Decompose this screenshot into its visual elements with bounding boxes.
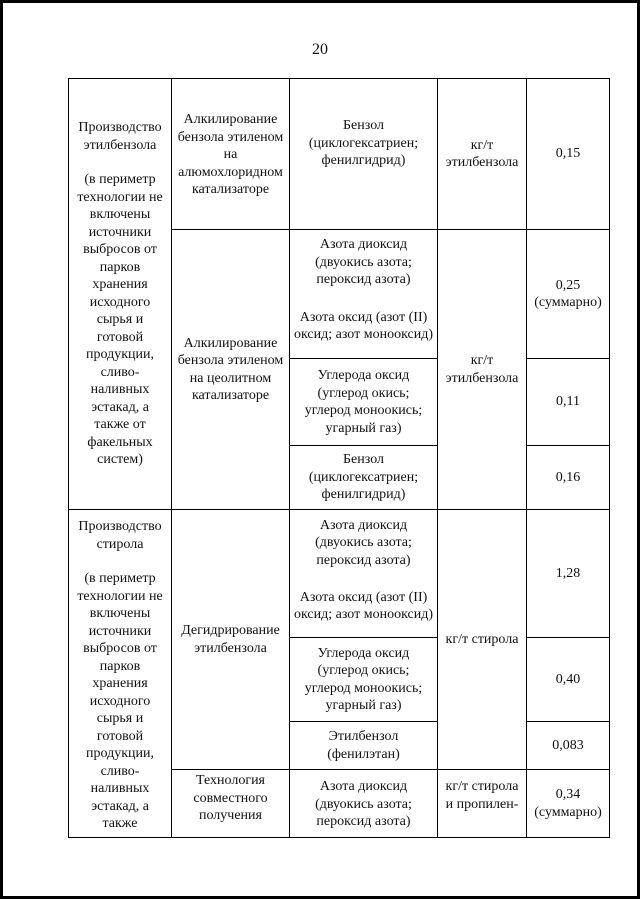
value-cell: 0,40 xyxy=(527,638,610,722)
scan-border-top xyxy=(0,0,640,3)
value-cell: 0,34 (суммарно) xyxy=(527,770,610,838)
value-cell: 0,11 xyxy=(527,359,610,446)
process-cell-styrene xyxy=(69,510,172,838)
substance-cell: Азота диоксид (двуокись азота; пероксид азота) xyxy=(290,770,438,838)
value-cell: 0,15 xyxy=(527,79,610,230)
process-note: (в периметр технологии не включены источники выбросов от парков хранения исходного сырья и готовой продукции, сливо-наливных эстакад, а также xyxy=(77,571,163,831)
substance-cell: Бензол (циклогексатриен; фенилгидрид) xyxy=(290,79,438,230)
process-cell-ethylbenzene xyxy=(69,79,172,510)
value-cell: 0,16 xyxy=(527,446,610,510)
technology-cell: Дегидрирование этилбензола xyxy=(172,510,290,770)
substance-cell: Углерода оксид (углерод окись; углерод моноокись; угарный газ) xyxy=(290,359,438,446)
process-note: (в периметр технологии не включены источники выбросов от парков хранения исходного сырья и готовой продукции, сливо-наливных эстакад, а также от факельных систем) xyxy=(77,172,163,468)
substance-cell: Азота оксид (азот (II) оксид; азот монооксид) xyxy=(290,295,438,359)
emissions-table xyxy=(68,78,610,838)
substance-cell: Бензол (циклогексатриен; фенилгидрид) xyxy=(290,446,438,510)
value-cell: 0,25 (суммарно) xyxy=(527,230,610,359)
substance-cell: Углерода оксид (углерод окись; углерод моноокись; угарный газ) xyxy=(290,638,438,722)
unit-cell: кг/т этилбензола xyxy=(438,230,527,510)
scan-border-left xyxy=(0,0,3,899)
table-row xyxy=(69,510,610,576)
substance-cell: Азота оксид (азот (II) оксид; азот монооксид) xyxy=(290,576,438,638)
process-name: Производство стирола xyxy=(78,519,162,552)
substance-cell: Азота диоксид (двуокись азота; пероксид азота) xyxy=(290,510,438,576)
technology-cell: Алкилирование бензола этиленом на алюмохлоридном катализаторе xyxy=(172,79,290,230)
value-cell: 1,28 xyxy=(527,510,610,638)
unit-cell: кг/т стирола xyxy=(438,510,527,770)
substance-cell: Этилбензол (фенилэтан) xyxy=(290,722,438,770)
table-row xyxy=(69,79,610,230)
value-cell: 0,083 xyxy=(527,722,610,770)
process-name: Производство этилбензола xyxy=(78,120,162,153)
unit-cell: кг/т этилбензола xyxy=(438,79,527,230)
technology-cell: Технология совместного получения xyxy=(172,770,290,838)
unit-cell: кг/т стирола и пропилен- xyxy=(438,770,527,838)
technology-cell: Алкилирование бензола этиленом на цеолитном катализаторе xyxy=(172,230,290,510)
substance-cell: Азота диоксид (двуокись азота; пероксид азота) xyxy=(290,230,438,295)
page-number: 20 xyxy=(312,41,328,58)
